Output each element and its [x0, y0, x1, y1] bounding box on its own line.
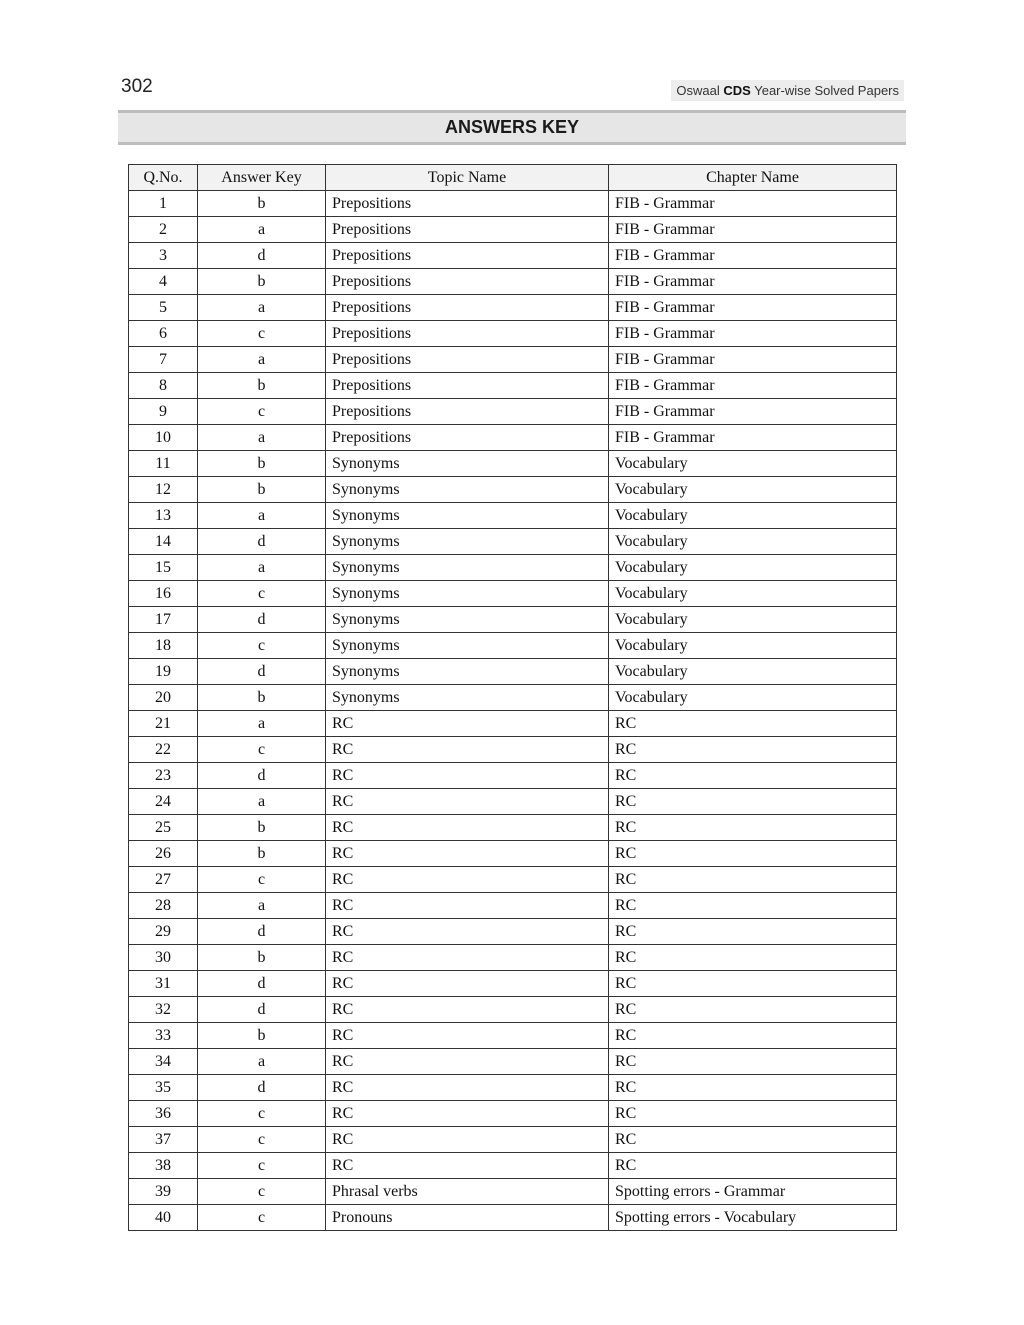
cell-topic: RC	[326, 919, 609, 945]
cell-qno: 32	[129, 997, 198, 1023]
cell-qno: 20	[129, 685, 198, 711]
section-title: ANSWERS KEY	[118, 110, 906, 145]
cell-answer: d	[198, 919, 326, 945]
header-qno: Q.No.	[129, 165, 198, 191]
cell-chapter: Vocabulary	[609, 633, 897, 659]
table-row	[129, 867, 897, 893]
table-row	[129, 633, 897, 659]
table-row	[129, 737, 897, 763]
cell-qno: 15	[129, 555, 198, 581]
cell-chapter: RC	[609, 841, 897, 867]
cell-qno: 10	[129, 425, 198, 451]
cell-chapter: Spotting errors - Grammar	[609, 1179, 897, 1205]
cell-answer: c	[198, 633, 326, 659]
cell-qno: 16	[129, 581, 198, 607]
cell-topic: Prepositions	[326, 191, 609, 217]
cell-answer: a	[198, 217, 326, 243]
cell-qno: 39	[129, 1179, 198, 1205]
cell-chapter: RC	[609, 997, 897, 1023]
cell-answer: a	[198, 1049, 326, 1075]
cell-qno: 11	[129, 451, 198, 477]
cell-topic: RC	[326, 1049, 609, 1075]
cell-qno: 2	[129, 217, 198, 243]
cell-topic: Prepositions	[326, 243, 609, 269]
cell-answer: d	[198, 243, 326, 269]
table-row	[129, 1179, 897, 1205]
cell-chapter: FIB - Grammar	[609, 217, 897, 243]
table-row	[129, 919, 897, 945]
cell-answer: d	[198, 607, 326, 633]
cell-qno: 8	[129, 373, 198, 399]
cell-topic: RC	[326, 867, 609, 893]
cell-chapter: Spotting errors - Vocabulary	[609, 1205, 897, 1231]
cell-topic: Synonyms	[326, 659, 609, 685]
cell-topic: RC	[326, 815, 609, 841]
cell-answer: d	[198, 1075, 326, 1101]
cell-answer: a	[198, 789, 326, 815]
cell-topic: Synonyms	[326, 555, 609, 581]
cell-answer: c	[198, 581, 326, 607]
table-row	[129, 789, 897, 815]
cell-topic: Synonyms	[326, 477, 609, 503]
cell-answer: a	[198, 711, 326, 737]
table-body	[129, 191, 897, 1231]
table-row	[129, 997, 897, 1023]
table-row	[129, 1205, 897, 1231]
cell-qno: 33	[129, 1023, 198, 1049]
cell-topic: RC	[326, 945, 609, 971]
table-row	[129, 269, 897, 295]
table-row	[129, 945, 897, 971]
cell-topic: Synonyms	[326, 607, 609, 633]
table-row	[129, 971, 897, 997]
cell-chapter: FIB - Grammar	[609, 373, 897, 399]
cell-topic: Synonyms	[326, 529, 609, 555]
cell-answer: b	[198, 945, 326, 971]
table-row	[129, 555, 897, 581]
cell-chapter: RC	[609, 1049, 897, 1075]
table-row	[129, 425, 897, 451]
cell-answer: d	[198, 997, 326, 1023]
cell-chapter: RC	[609, 919, 897, 945]
table-row	[129, 1127, 897, 1153]
cell-answer: d	[198, 529, 326, 555]
cell-topic: RC	[326, 789, 609, 815]
table-row	[129, 711, 897, 737]
cell-topic: Prepositions	[326, 269, 609, 295]
cell-answer: a	[198, 295, 326, 321]
cell-chapter: FIB - Grammar	[609, 347, 897, 373]
cell-chapter: FIB - Grammar	[609, 295, 897, 321]
cell-topic: RC	[326, 997, 609, 1023]
cell-chapter: Vocabulary	[609, 529, 897, 555]
cell-answer: c	[198, 1153, 326, 1179]
table-row	[129, 373, 897, 399]
cell-topic: Prepositions	[326, 425, 609, 451]
cell-chapter: RC	[609, 893, 897, 919]
cell-topic: Prepositions	[326, 347, 609, 373]
cell-topic: RC	[326, 763, 609, 789]
header-topic-name: Topic Name	[326, 165, 609, 191]
cell-topic: Synonyms	[326, 633, 609, 659]
table-row	[129, 1023, 897, 1049]
cell-chapter: RC	[609, 945, 897, 971]
cell-topic: Prepositions	[326, 295, 609, 321]
cell-chapter: FIB - Grammar	[609, 399, 897, 425]
cell-chapter: RC	[609, 789, 897, 815]
cell-answer: d	[198, 763, 326, 789]
cell-qno: 26	[129, 841, 198, 867]
header-chapter-name: Chapter Name	[609, 165, 897, 191]
cell-topic: Synonyms	[326, 581, 609, 607]
cell-answer: c	[198, 1205, 326, 1231]
cell-qno: 35	[129, 1075, 198, 1101]
cell-topic: Synonyms	[326, 451, 609, 477]
cell-qno: 14	[129, 529, 198, 555]
cell-qno: 27	[129, 867, 198, 893]
cell-chapter: RC	[609, 971, 897, 997]
cell-qno: 3	[129, 243, 198, 269]
cell-chapter: RC	[609, 1023, 897, 1049]
cell-topic: Phrasal verbs	[326, 1179, 609, 1205]
cell-topic: RC	[326, 841, 609, 867]
cell-answer: a	[198, 893, 326, 919]
cell-chapter: Vocabulary	[609, 581, 897, 607]
cell-chapter: RC	[609, 711, 897, 737]
cell-qno: 29	[129, 919, 198, 945]
cell-chapter: RC	[609, 1075, 897, 1101]
table-row	[129, 1101, 897, 1127]
cell-topic: Prepositions	[326, 217, 609, 243]
header-brand: Oswaal	[676, 83, 720, 98]
running-header	[671, 80, 904, 101]
header-series: Year-wise Solved Papers	[754, 83, 899, 98]
cell-topic: RC	[326, 1153, 609, 1179]
cell-answer: c	[198, 1127, 326, 1153]
cell-answer: b	[198, 373, 326, 399]
cell-answer: c	[198, 1101, 326, 1127]
cell-answer: a	[198, 503, 326, 529]
cell-chapter: RC	[609, 815, 897, 841]
cell-qno: 22	[129, 737, 198, 763]
cell-answer: b	[198, 451, 326, 477]
cell-qno: 37	[129, 1127, 198, 1153]
table-row	[129, 243, 897, 269]
cell-topic: RC	[326, 893, 609, 919]
cell-qno: 30	[129, 945, 198, 971]
cell-qno: 6	[129, 321, 198, 347]
cell-answer: b	[198, 1023, 326, 1049]
cell-qno: 1	[129, 191, 198, 217]
cell-qno: 34	[129, 1049, 198, 1075]
cell-answer: b	[198, 191, 326, 217]
cell-topic: RC	[326, 737, 609, 763]
cell-answer: c	[198, 737, 326, 763]
cell-topic: RC	[326, 1127, 609, 1153]
table-row	[129, 581, 897, 607]
cell-chapter: RC	[609, 737, 897, 763]
cell-topic: RC	[326, 1075, 609, 1101]
cell-chapter: RC	[609, 1153, 897, 1179]
cell-chapter: FIB - Grammar	[609, 269, 897, 295]
table-row	[129, 607, 897, 633]
cell-chapter: RC	[609, 1127, 897, 1153]
cell-topic: RC	[326, 971, 609, 997]
table-row	[129, 685, 897, 711]
cell-topic: Prepositions	[326, 373, 609, 399]
cell-chapter: Vocabulary	[609, 477, 897, 503]
cell-qno: 40	[129, 1205, 198, 1231]
table-row	[129, 1153, 897, 1179]
cell-topic: Pronouns	[326, 1205, 609, 1231]
cell-chapter: Vocabulary	[609, 607, 897, 633]
cell-answer: c	[198, 321, 326, 347]
cell-qno: 24	[129, 789, 198, 815]
cell-answer: a	[198, 425, 326, 451]
cell-answer: a	[198, 347, 326, 373]
cell-answer: c	[198, 399, 326, 425]
cell-chapter: FIB - Grammar	[609, 321, 897, 347]
cell-answer: b	[198, 841, 326, 867]
table-row	[129, 1049, 897, 1075]
cell-topic: RC	[326, 1101, 609, 1127]
table-row	[129, 217, 897, 243]
cell-topic: Prepositions	[326, 399, 609, 425]
cell-answer: a	[198, 555, 326, 581]
cell-qno: 5	[129, 295, 198, 321]
cell-qno: 17	[129, 607, 198, 633]
header-exam: CDS	[723, 83, 751, 98]
cell-topic: Synonyms	[326, 503, 609, 529]
cell-answer: c	[198, 1179, 326, 1205]
answers-table	[128, 164, 897, 1231]
cell-chapter: RC	[609, 763, 897, 789]
cell-qno: 19	[129, 659, 198, 685]
cell-qno: 36	[129, 1101, 198, 1127]
table-header-row	[129, 165, 897, 191]
header-answer-key: Answer Key	[198, 165, 326, 191]
cell-qno: 12	[129, 477, 198, 503]
cell-topic: RC	[326, 711, 609, 737]
cell-topic: RC	[326, 1023, 609, 1049]
cell-answer: b	[198, 477, 326, 503]
cell-chapter: RC	[609, 867, 897, 893]
cell-answer: b	[198, 685, 326, 711]
cell-chapter: Vocabulary	[609, 659, 897, 685]
cell-qno: 21	[129, 711, 198, 737]
table-row	[129, 763, 897, 789]
table-row	[129, 841, 897, 867]
cell-answer: b	[198, 269, 326, 295]
cell-answer: b	[198, 815, 326, 841]
table-row	[129, 815, 897, 841]
cell-chapter: Vocabulary	[609, 685, 897, 711]
cell-chapter: FIB - Grammar	[609, 243, 897, 269]
cell-chapter: FIB - Grammar	[609, 191, 897, 217]
table-row	[129, 451, 897, 477]
cell-qno: 4	[129, 269, 198, 295]
cell-answer: d	[198, 659, 326, 685]
table-row	[129, 529, 897, 555]
table-row	[129, 347, 897, 373]
cell-answer: c	[198, 867, 326, 893]
cell-chapter: Vocabulary	[609, 555, 897, 581]
cell-chapter: Vocabulary	[609, 503, 897, 529]
cell-qno: 13	[129, 503, 198, 529]
table-row	[129, 893, 897, 919]
cell-qno: 18	[129, 633, 198, 659]
table-row	[129, 191, 897, 217]
table-row	[129, 477, 897, 503]
cell-qno: 7	[129, 347, 198, 373]
table-row	[129, 503, 897, 529]
cell-qno: 25	[129, 815, 198, 841]
cell-qno: 31	[129, 971, 198, 997]
table-row	[129, 659, 897, 685]
cell-chapter: RC	[609, 1101, 897, 1127]
cell-qno: 9	[129, 399, 198, 425]
table-row	[129, 295, 897, 321]
page-number: 302	[121, 76, 153, 97]
cell-chapter: Vocabulary	[609, 451, 897, 477]
table-row	[129, 321, 897, 347]
cell-topic: Synonyms	[326, 685, 609, 711]
cell-qno: 28	[129, 893, 198, 919]
cell-qno: 23	[129, 763, 198, 789]
table-row	[129, 1075, 897, 1101]
cell-qno: 38	[129, 1153, 198, 1179]
table-row	[129, 399, 897, 425]
cell-topic: Prepositions	[326, 321, 609, 347]
cell-answer: d	[198, 971, 326, 997]
cell-chapter: FIB - Grammar	[609, 425, 897, 451]
